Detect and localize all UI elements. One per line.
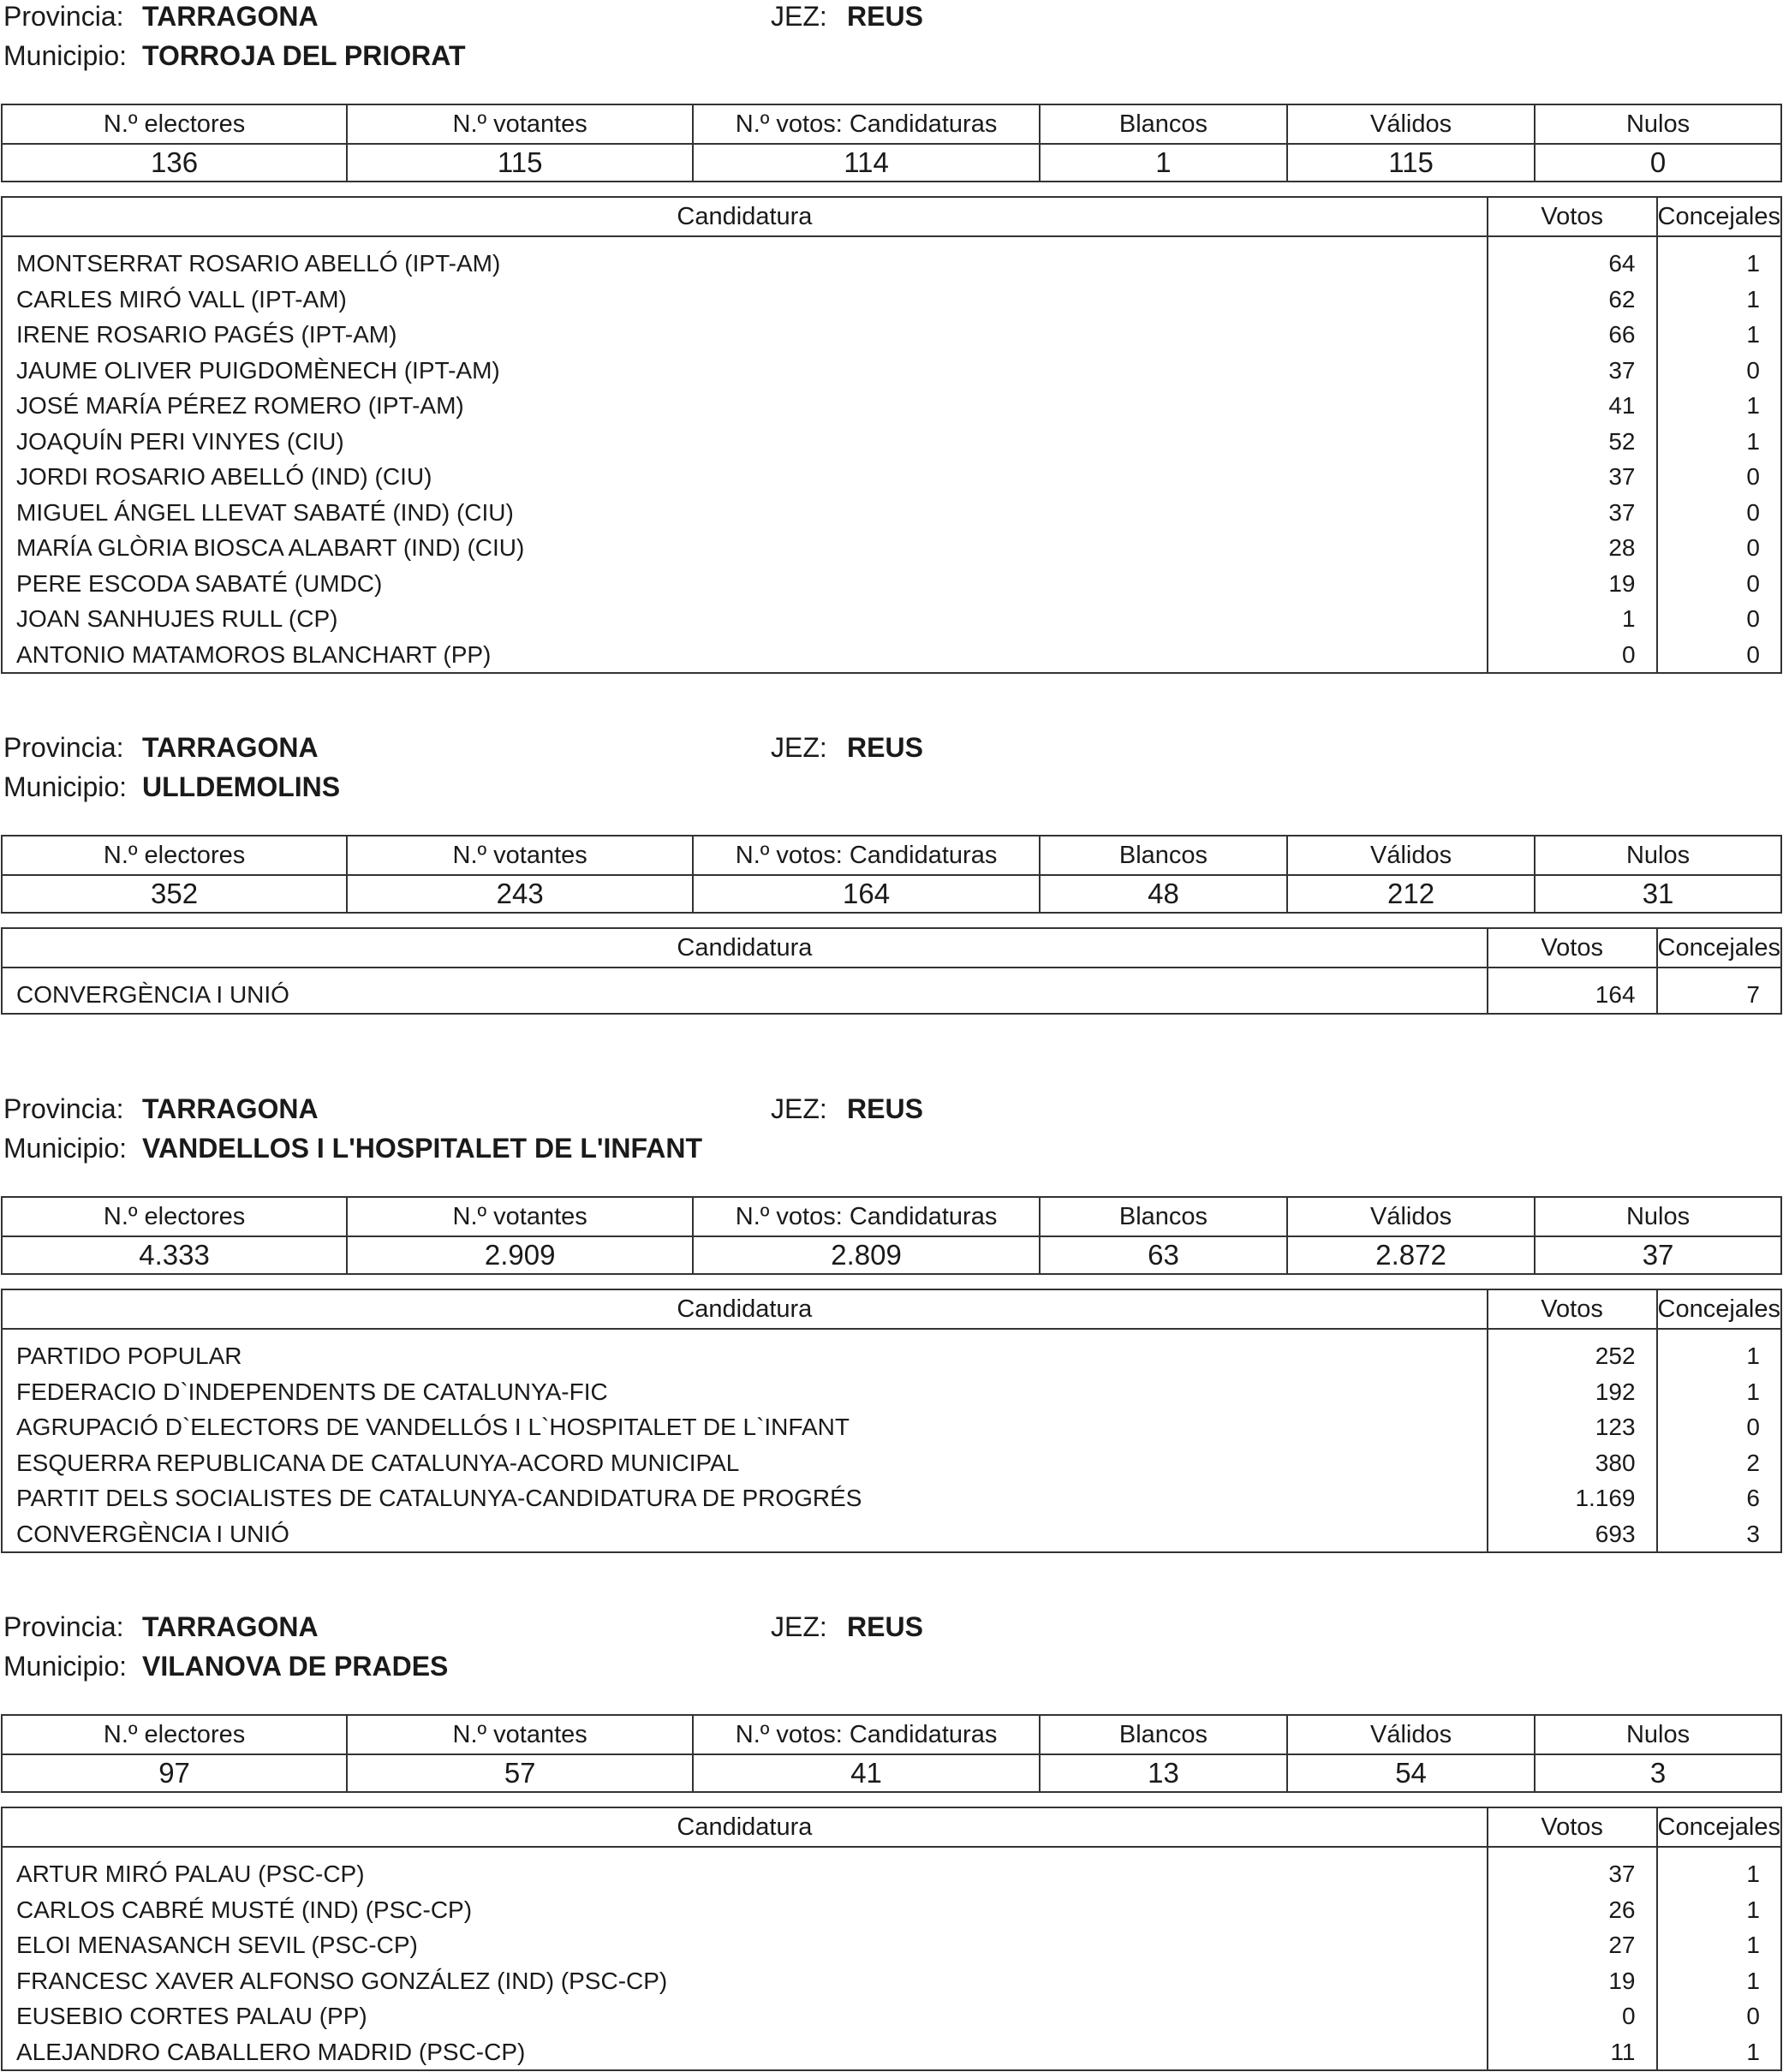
candidate-concejales: 0 [1657, 637, 1781, 674]
summary-value-electores: 136 [2, 144, 347, 182]
candidate-votos: 37 [1488, 353, 1657, 389]
header-concejales: Concejales [1657, 197, 1781, 236]
summary-value-votantes: 2.909 [347, 1236, 693, 1274]
candidate-name: CARLOS CABRÉ MUSTÉ (IND) (PSC-CP) [16, 1896, 473, 1923]
candidate-row [2, 566, 1781, 602]
spacer-cell [1657, 1329, 1781, 1338]
jez-value: REUS [847, 1093, 923, 1124]
candidate-votos: 192 [1488, 1374, 1657, 1410]
candidate-concejales: 3 [1657, 1516, 1781, 1553]
candidates-header-row [2, 1807, 1781, 1847]
candidate-votos: 0 [1488, 1998, 1657, 2034]
summary-header-votantes: N.º votantes [347, 104, 693, 144]
summary-value-row [2, 875, 1781, 913]
summary-value-row [2, 144, 1781, 182]
candidate-name: ARTUR MIRÓ PALAU (PSC-CP) [16, 1861, 365, 1887]
candidate-votos: 26 [1488, 1892, 1657, 1928]
header-candidatura: Candidatura [2, 1289, 1488, 1329]
summary-value-row [2, 1236, 1781, 1274]
summary-header-row [2, 1715, 1781, 1754]
spacer-cell [1488, 236, 1657, 246]
candidate-row [2, 601, 1781, 637]
candidate-concejales: 1 [1657, 317, 1781, 353]
summary-header-validos: Válidos [1287, 1715, 1535, 1754]
candidates-header-row [2, 197, 1781, 236]
summary-header-row [2, 104, 1781, 144]
municipio-label: Municipio: [3, 771, 128, 802]
candidate-row [2, 388, 1781, 424]
candidates-table [1, 927, 1782, 1015]
header-concejales: Concejales [1657, 1807, 1781, 1847]
header-votos: Votos [1488, 1289, 1657, 1329]
candidate-row [2, 1998, 1781, 2034]
candidate-concejales: 1 [1657, 282, 1781, 318]
provincia-value: TARRAGONA [142, 1093, 319, 1124]
summary-header-row [2, 1197, 1781, 1236]
spacer-cell [1657, 968, 1781, 977]
municipio-label: Municipio: [3, 40, 128, 71]
summary-value-blancos: 1 [1040, 144, 1287, 182]
summary-value-blancos: 48 [1040, 875, 1287, 913]
candidates-table [1, 1807, 1782, 2071]
candidate-row [2, 1963, 1781, 1999]
summary-value-votantes: 243 [347, 875, 693, 913]
candidate-concejales: 0 [1657, 1409, 1781, 1445]
spacer-cell [1488, 1329, 1657, 1338]
candidate-concejales: 0 [1657, 353, 1781, 389]
candidate-concejales: 0 [1657, 1998, 1781, 2034]
provincia-label: Provincia: [3, 732, 124, 763]
header-concejales: Concejales [1657, 928, 1781, 968]
candidate-votos: 380 [1488, 1445, 1657, 1481]
candidate-name: ANTONIO MATAMOROS BLANCHART (PP) [16, 640, 492, 668]
jez-label: JEZ: [771, 732, 827, 763]
candidate-votos: 37 [1488, 495, 1657, 531]
header-concejales: Concejales [1657, 1289, 1781, 1329]
candidate-votos: 123 [1488, 1409, 1657, 1445]
provincia-value: TARRAGONA [142, 732, 319, 763]
candidate-name: JAUME OLIVER PUIGDOMÈNECH (IPT-AM) [16, 356, 500, 384]
candidate-concejales: 1 [1657, 1927, 1781, 1963]
jez-label: JEZ: [771, 1093, 827, 1124]
candidate-name: CONVERGÈNCIA I UNIÓ [16, 981, 289, 1008]
candidate-votos: 37 [1488, 1856, 1657, 1892]
candidate-row [2, 1856, 1781, 1892]
summary-header-validos: Válidos [1287, 836, 1535, 875]
spacer-row [2, 968, 1781, 977]
candidate-votos: 1.169 [1488, 1480, 1657, 1516]
summary-header-nulos: Nulos [1535, 1197, 1781, 1236]
municipality-block [0, 1093, 1783, 1547]
summary-value-votos_cand: 41 [693, 1754, 1040, 1792]
header-votos: Votos [1488, 197, 1657, 236]
candidate-row [2, 1892, 1781, 1928]
candidate-votos: 64 [1488, 246, 1657, 282]
candidate-concejales: 0 [1657, 530, 1781, 566]
candidate-concejales: 1 [1657, 1856, 1781, 1892]
candidate-concejales: 1 [1657, 1374, 1781, 1410]
candidate-concejales: 1 [1657, 1338, 1781, 1374]
municipality-block [0, 0, 1783, 668]
summary-table [1, 104, 1782, 182]
candidate-name: CONVERGÈNCIA I UNIÓ [16, 1520, 289, 1547]
candidate-name: CARLES MIRÓ VALL (IPT-AM) [16, 285, 347, 313]
candidates-table [1, 1289, 1782, 1553]
summary-value-validos: 2.872 [1287, 1236, 1535, 1274]
summary-header-votos_cand: N.º votos: Candidaturas [693, 104, 1040, 144]
candidate-name: FRANCESC XAVER ALFONSO GONZÁLEZ (IND) (PSC-CP) [16, 1967, 668, 1994]
municipio-value: ULLDEMOLINS [142, 771, 341, 802]
summary-header-blancos: Blancos [1040, 104, 1287, 144]
candidate-votos: 28 [1488, 530, 1657, 566]
candidates-header-row [2, 1289, 1781, 1329]
summary-value-votos_cand: 164 [693, 875, 1040, 913]
candidate-concejales: 6 [1657, 1480, 1781, 1516]
spacer-row [2, 1329, 1781, 1338]
candidate-votos: 693 [1488, 1516, 1657, 1553]
spacer-cell [1657, 236, 1781, 246]
candidate-name: EUSEBIO CORTES PALAU (PP) [16, 2003, 367, 2029]
jez-value: REUS [847, 732, 923, 763]
summary-header-nulos: Nulos [1535, 1715, 1781, 1754]
candidate-concejales: 1 [1657, 388, 1781, 424]
candidate-row [2, 1374, 1781, 1410]
candidate-row [2, 424, 1781, 460]
municipio-label: Municipio: [3, 1133, 128, 1164]
candidate-name: MONTSERRAT ROSARIO ABELLÓ (IPT-AM) [16, 250, 501, 277]
summary-value-nulos: 0 [1535, 144, 1781, 182]
spacer-cell [2, 1329, 1488, 1338]
candidate-concejales: 1 [1657, 1892, 1781, 1928]
candidate-row [2, 353, 1781, 389]
municipio-value: TORROJA DEL PRIORAT [142, 40, 466, 71]
candidate-row [2, 637, 1781, 674]
candidate-votos: 41 [1488, 388, 1657, 424]
candidate-name: JOSÉ MARÍA PÉREZ ROMERO (IPT-AM) [16, 392, 464, 419]
summary-header-votos_cand: N.º votos: Candidaturas [693, 1715, 1040, 1754]
summary-value-electores: 97 [2, 1754, 347, 1792]
provincia-label: Provincia: [3, 1093, 124, 1124]
candidate-row [2, 977, 1781, 1014]
candidate-name: PERE ESCODA SABATÉ (UMDC) [16, 569, 383, 597]
candidate-name: IRENE ROSARIO PAGÉS (IPT-AM) [16, 321, 397, 348]
candidate-concejales: 0 [1657, 566, 1781, 602]
spacer-row [2, 236, 1781, 246]
summary-header-electores: N.º electores [2, 836, 347, 875]
candidate-row [2, 246, 1781, 282]
candidate-concejales: 1 [1657, 2034, 1781, 2071]
summary-header-electores: N.º electores [2, 1715, 347, 1754]
candidate-votos: 19 [1488, 1963, 1657, 1999]
candidate-concejales: 0 [1657, 459, 1781, 495]
provincia-label: Provincia: [3, 1611, 124, 1642]
summary-value-nulos: 3 [1535, 1754, 1781, 1792]
jez-value: REUS [847, 1, 923, 32]
header-candidatura: Candidatura [2, 197, 1488, 236]
spacer-cell [1488, 1847, 1657, 1856]
candidate-votos: 252 [1488, 1338, 1657, 1374]
summary-value-validos: 115 [1287, 144, 1535, 182]
summary-header-row [2, 836, 1781, 875]
summary-header-nulos: Nulos [1535, 836, 1781, 875]
spacer-cell [2, 1847, 1488, 1856]
summary-value-votos_cand: 2.809 [693, 1236, 1040, 1274]
candidate-row [2, 495, 1781, 531]
summary-table [1, 1196, 1782, 1275]
summary-header-nulos: Nulos [1535, 104, 1781, 144]
provincia-value: TARRAGONA [142, 1, 319, 32]
summary-header-electores: N.º electores [2, 1197, 347, 1236]
candidate-row [2, 1516, 1781, 1553]
summary-table [1, 835, 1782, 914]
municipio-label: Municipio: [3, 1651, 128, 1682]
spacer-cell [1657, 1847, 1781, 1856]
spacer-cell [2, 968, 1488, 977]
municipality-block [0, 1611, 1783, 2065]
municipio-value: VANDELLOS I L'HOSPITALET DE L'INFANT [142, 1133, 703, 1164]
candidate-concejales: 0 [1657, 601, 1781, 637]
candidate-concejales: 1 [1657, 1963, 1781, 1999]
candidate-row [2, 1445, 1781, 1481]
spacer-cell [1488, 968, 1657, 977]
summary-header-validos: Válidos [1287, 1197, 1535, 1236]
candidate-votos: 66 [1488, 317, 1657, 353]
provincia-label: Provincia: [3, 1, 124, 32]
summary-value-validos: 212 [1287, 875, 1535, 913]
candidate-concejales: 2 [1657, 1445, 1781, 1481]
candidates-header-row [2, 928, 1781, 968]
municipio-value: VILANOVA DE PRADES [142, 1651, 449, 1682]
candidate-concejales: 1 [1657, 424, 1781, 460]
summary-value-row [2, 1754, 1781, 1792]
candidate-name: MARÍA GLÒRIA BIOSCA ALABART (IND) (CIU) [16, 534, 525, 561]
candidate-row [2, 1409, 1781, 1445]
candidate-name: ALEJANDRO CABALLERO MADRID (PSC-CP) [16, 2038, 526, 2065]
summary-value-validos: 54 [1287, 1754, 1535, 1792]
summary-header-electores: N.º electores [2, 104, 347, 144]
candidate-row [2, 2034, 1781, 2071]
candidate-row [2, 1338, 1781, 1374]
candidate-name: MIGUEL ÁNGEL LLEVAT SABATÉ (IND) (CIU) [16, 498, 514, 526]
summary-header-validos: Válidos [1287, 104, 1535, 144]
candidate-row [2, 459, 1781, 495]
summary-value-nulos: 37 [1535, 1236, 1781, 1274]
summary-header-votos_cand: N.º votos: Candidaturas [693, 1197, 1040, 1236]
candidate-name: ESQUERRA REPUBLICANA DE CATALUNYA-ACORD MUNICIPAL [16, 1449, 740, 1476]
candidate-concejales: 0 [1657, 495, 1781, 531]
summary-header-blancos: Blancos [1040, 836, 1287, 875]
summary-header-blancos: Blancos [1040, 1715, 1287, 1754]
candidate-name: AGRUPACIÓ D`ELECTORS DE VANDELLÓS I L`HOSPITALET DE L`INFANT [16, 1414, 850, 1440]
candidate-row [2, 282, 1781, 318]
jez-label: JEZ: [771, 1, 827, 32]
candidate-votos: 19 [1488, 566, 1657, 602]
summary-value-votantes: 115 [347, 144, 693, 182]
candidate-name: ELOI MENASANCH SEVIL (PSC-CP) [16, 1932, 418, 1958]
candidate-name: PARTIDO POPULAR [16, 1343, 242, 1369]
candidate-row [2, 317, 1781, 353]
candidate-concejales: 7 [1657, 977, 1781, 1014]
summary-header-votantes: N.º votantes [347, 836, 693, 875]
header-candidatura: Candidatura [2, 928, 1488, 968]
provincia-value: TARRAGONA [142, 1611, 319, 1642]
candidate-concejales: 1 [1657, 246, 1781, 282]
summary-header-blancos: Blancos [1040, 1197, 1287, 1236]
candidate-row [2, 1480, 1781, 1516]
jez-value: REUS [847, 1611, 923, 1642]
spacer-cell [2, 236, 1488, 246]
candidate-name: PARTIT DELS SOCIALISTES DE CATALUNYA-CANDIDATURA DE PROGRÉS [16, 1485, 862, 1511]
candidate-votos: 62 [1488, 282, 1657, 318]
summary-header-votantes: N.º votantes [347, 1197, 693, 1236]
summary-value-votantes: 57 [347, 1754, 693, 1792]
spacer-row [2, 1847, 1781, 1856]
header-candidatura: Candidatura [2, 1807, 1488, 1847]
candidate-votos: 0 [1488, 637, 1657, 674]
candidate-votos: 27 [1488, 1927, 1657, 1963]
candidate-name: JORDI ROSARIO ABELLÓ (IND) (CIU) [16, 463, 432, 490]
candidate-votos: 164 [1488, 977, 1657, 1014]
header-votos: Votos [1488, 928, 1657, 968]
candidates-table [1, 196, 1782, 674]
candidate-votos: 52 [1488, 424, 1657, 460]
candidate-row [2, 1927, 1781, 1963]
jez-label: JEZ: [771, 1611, 827, 1642]
header-votos: Votos [1488, 1807, 1657, 1847]
candidate-name: FEDERACIO D`INDEPENDENTS DE CATALUNYA-FIC [16, 1378, 608, 1405]
summary-table [1, 1714, 1782, 1793]
summary-value-electores: 4.333 [2, 1236, 347, 1274]
summary-header-votantes: N.º votantes [347, 1715, 693, 1754]
summary-value-electores: 352 [2, 875, 347, 913]
summary-value-blancos: 13 [1040, 1754, 1287, 1792]
candidate-name: JOAQUÍN PERI VINYES (CIU) [16, 427, 344, 455]
candidate-votos: 1 [1488, 601, 1657, 637]
summary-value-blancos: 63 [1040, 1236, 1287, 1274]
summary-header-votos_cand: N.º votos: Candidaturas [693, 836, 1040, 875]
candidate-row [2, 530, 1781, 566]
summary-value-votos_cand: 114 [693, 144, 1040, 182]
candidate-votos: 11 [1488, 2034, 1657, 2071]
summary-value-nulos: 31 [1535, 875, 1781, 913]
candidate-name: JOAN SANHUJES RULL (CP) [16, 605, 338, 632]
candidate-votos: 37 [1488, 459, 1657, 495]
